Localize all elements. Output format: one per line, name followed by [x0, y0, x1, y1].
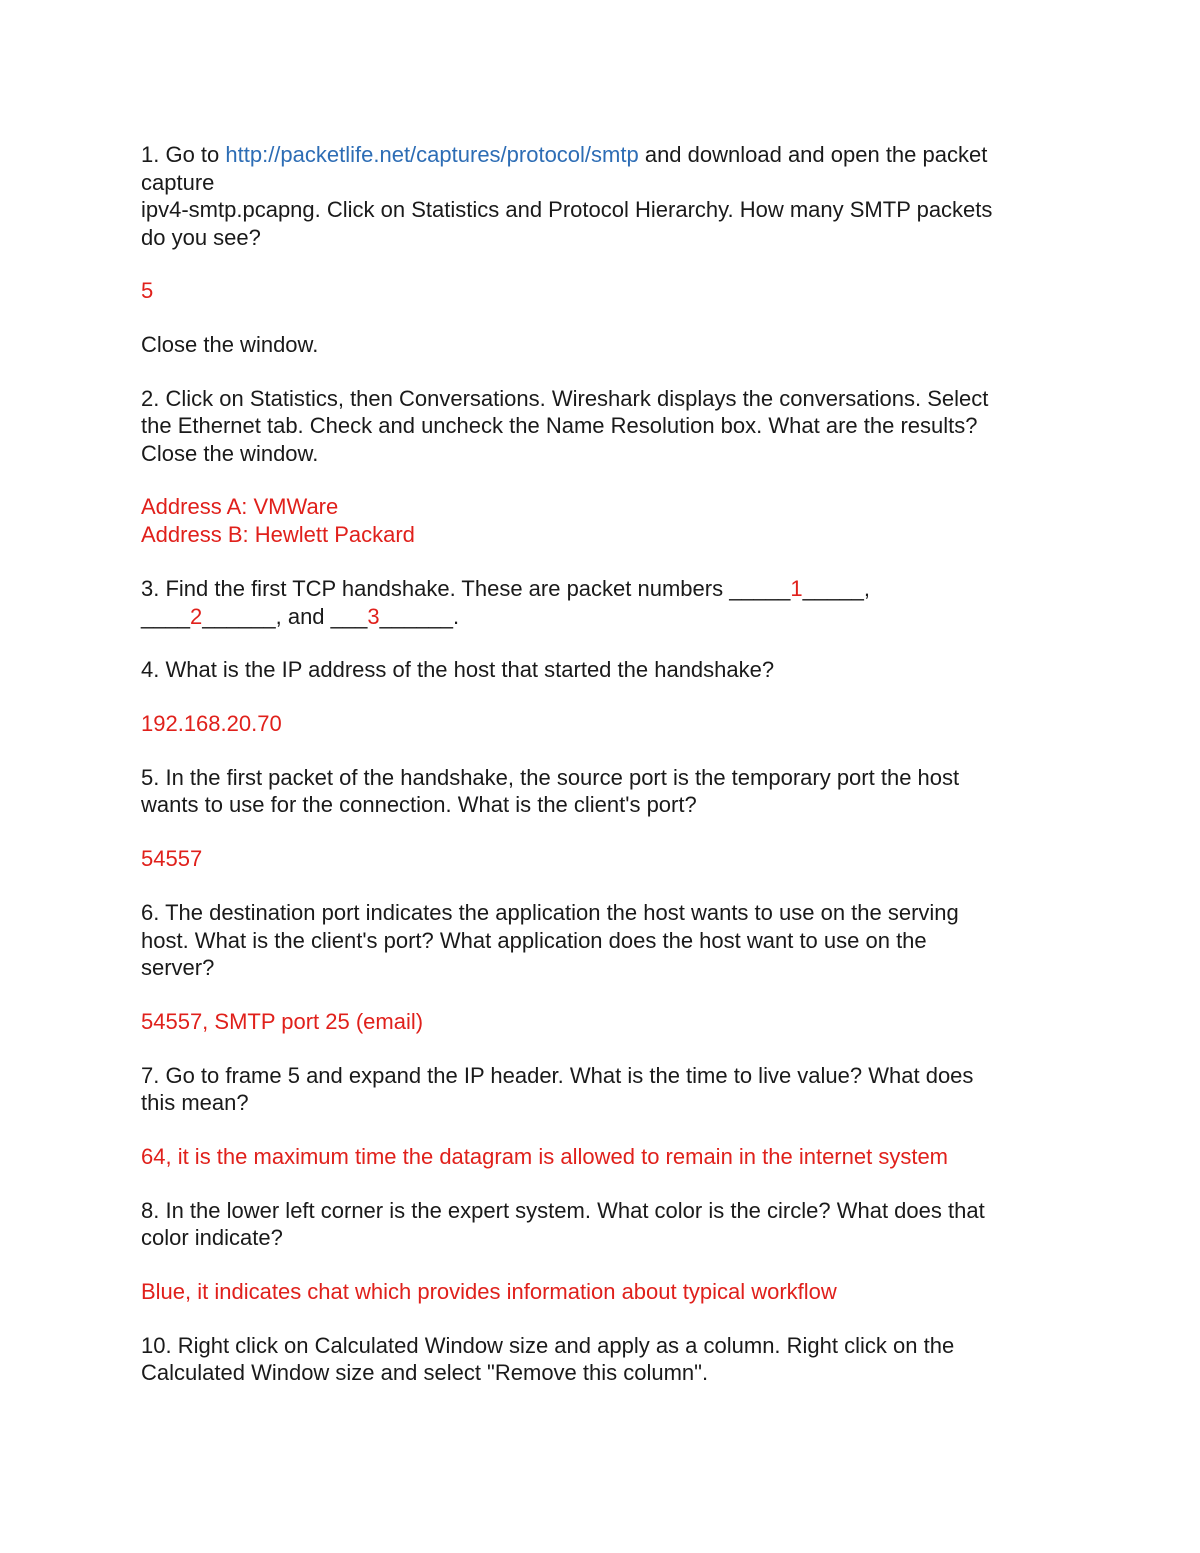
q5-answer: 54557 — [141, 846, 203, 871]
q3-line1 — [141, 575, 870, 603]
q3-line2-suffix: ______. — [379, 604, 460, 629]
q3-line2 — [141, 603, 459, 631]
q7-line2: this mean? — [141, 1090, 249, 1115]
q2-line2: the Ethernet tab. Check and uncheck the Name Resolution box. What are the results? — [141, 413, 978, 438]
q1-answer: 5 — [141, 278, 154, 303]
q2-answer-a: Address A: VMWare — [141, 494, 339, 519]
q4-answer: 192.168.20.70 — [141, 711, 282, 736]
q3-blank3: 3 — [367, 604, 380, 629]
q10-line2: Calculated Window size and select "Remove this column". — [141, 1360, 709, 1385]
q7-line1: 7. Go to frame 5 and expand the IP header. What is the time to live value? What does — [141, 1063, 974, 1088]
q6-answer: 54557, SMTP port 25 (email) — [141, 1009, 424, 1034]
q1-suffix: and download and open the packet — [638, 142, 988, 167]
q8-answer: Blue, it indicates chat which provides information about typical workflow — [141, 1279, 837, 1304]
q1-note: Close the window. — [141, 332, 319, 357]
q5-line1: 5. In the first packet of the handshake, the source port is the temporary port the host — [141, 765, 960, 790]
q1-prefix: 1. Go to — [141, 142, 226, 167]
q1-line2: capture — [141, 170, 215, 195]
q1-line1 — [141, 141, 987, 169]
q10-line1: 10. Right click on Calculated Window size and apply as a column. Right click on the — [141, 1333, 955, 1358]
q7-answer: 64, it is the maximum time the datagram is allowed to remain in the internet system — [141, 1144, 949, 1169]
q8-line1: 8. In the lower left corner is the expert system. What color is the circle? What does that — [141, 1198, 985, 1223]
q3-line2-mid: ______, and ___ — [202, 604, 368, 629]
q6-line3: server? — [141, 955, 215, 980]
q1-line4: do you see? — [141, 225, 261, 250]
q8-line2: color indicate? — [141, 1225, 283, 1250]
q6-line1: 6. The destination port indicates the application the host wants to use on the serving — [141, 900, 959, 925]
q3-line2-prefix: ____ — [141, 604, 190, 629]
q6-line2: host. What is the client's port? What application does the host want to use on the — [141, 928, 927, 953]
q2-line1: 2. Click on Statistics, then Conversations. Wireshark displays the conversations. Select — [141, 386, 989, 411]
packetlife-link[interactable]: http://packetlife.net/captures/protocol/smtp — [225, 142, 639, 167]
q1-line3: ipv4-smtp.pcapng. Click on Statistics and Protocol Hierarchy. How many SMTP packets — [141, 197, 993, 222]
q3-line1-suffix: _____, — [802, 576, 870, 601]
q5-line2: wants to use for the connection. What is the client's port? — [141, 792, 697, 817]
q2-line3: Close the window. — [141, 441, 319, 466]
q3-line1-prefix: 3. Find the first TCP handshake. These are packet numbers _____ — [141, 576, 791, 601]
q4-line1: 4. What is the IP address of the host that started the handshake? — [141, 657, 775, 682]
q2-answer-b: Address B: Hewlett Packard — [141, 522, 415, 547]
q3-blank1: 1 — [790, 576, 803, 601]
q3-blank2: 2 — [189, 604, 203, 629]
